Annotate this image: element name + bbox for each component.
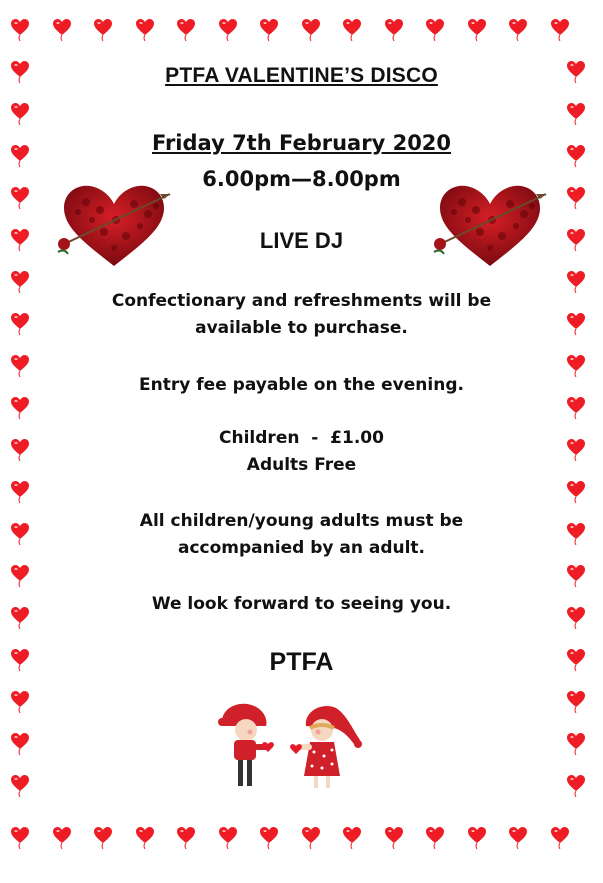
heart-balloon-icon [176, 826, 196, 850]
heart-balloon-icon [10, 480, 30, 504]
heart-balloon-icon [566, 270, 586, 294]
event-time: 6.00pm—8.00pm [202, 167, 401, 191]
heart-balloon-icon [10, 522, 30, 546]
refreshments-text [60, 288, 543, 342]
heart-balloon-icon [52, 826, 72, 850]
heart-balloon-icon [566, 228, 586, 252]
heart-balloon-icon [566, 438, 586, 462]
heart-balloon-icon [10, 826, 30, 850]
ptfa-signoff: PTFA [269, 648, 334, 676]
heart-balloon-icon [566, 186, 586, 210]
heart-balloon-icon [10, 690, 30, 714]
heart-balloon-icon [301, 18, 321, 42]
heart-balloon-icon [10, 102, 30, 126]
heart-balloon-icon [342, 826, 362, 850]
heart-balloon-icon [10, 312, 30, 336]
heart-balloon-icon [425, 826, 445, 850]
heart-balloon-icon [10, 270, 30, 294]
heart-balloon-icon [10, 774, 30, 798]
heart-balloon-icon [566, 732, 586, 756]
heart-balloon-icon [566, 606, 586, 630]
children-price: Children - £1.00 [219, 428, 384, 448]
heart-balloon-icon [425, 18, 445, 42]
heart-balloon-icon [10, 438, 30, 462]
heart-balloon-icon [10, 18, 30, 42]
heart-balloon-icon [135, 826, 155, 850]
heart-balloon-icon [467, 18, 487, 42]
heart-balloon-icon [566, 102, 586, 126]
heart-balloon-icon [566, 648, 586, 672]
heart-balloon-icon [135, 18, 155, 42]
heart-balloon-icon [566, 690, 586, 714]
rose-heart-arrow-icon [56, 180, 174, 270]
heart-balloon-icon [566, 480, 586, 504]
heart-balloon-icon [384, 18, 404, 42]
heart-balloon-icon [508, 826, 528, 850]
heart-balloon-icon [176, 18, 196, 42]
heart-balloon-icon [10, 60, 30, 84]
closing-text: We look forward to seeing you. [151, 594, 452, 614]
accompany-text [60, 508, 543, 562]
poster-title: PTFA VALENTINE’S DISCO [165, 64, 438, 87]
heart-balloon-icon [10, 354, 30, 378]
heart-balloon-icon [10, 564, 30, 588]
valentine-kids-icon [214, 700, 364, 792]
entry-fee-text: Entry fee payable on the evening. [139, 375, 464, 395]
accompany-line-1: All children/young adults must be [139, 511, 464, 531]
heart-balloon-icon [566, 312, 586, 336]
heart-balloon-icon [10, 648, 30, 672]
accompany-line-2: accompanied by an adult. [177, 538, 426, 558]
heart-balloon-icon [566, 354, 586, 378]
heart-balloon-icon [52, 18, 72, 42]
heart-balloon-icon [566, 60, 586, 84]
heart-balloon-icon [566, 396, 586, 420]
event-date: Friday 7th February 2020 [151, 131, 452, 155]
heart-balloon-icon [467, 826, 487, 850]
heart-balloon-icon [566, 564, 586, 588]
heart-balloon-icon [10, 606, 30, 630]
heart-balloon-icon [10, 228, 30, 252]
heart-balloon-icon [566, 522, 586, 546]
heart-balloon-icon [10, 144, 30, 168]
price-list [60, 425, 543, 479]
adults-price: Adults Free [246, 455, 357, 475]
heart-balloon-icon [218, 826, 238, 850]
heart-balloon-icon [10, 186, 30, 210]
heart-balloon-icon [301, 826, 321, 850]
heart-balloon-icon [259, 826, 279, 850]
heart-balloon-icon [566, 144, 586, 168]
live-dj-heading: LIVE DJ [259, 228, 344, 253]
heart-balloon-icon [342, 18, 362, 42]
heart-balloon-icon [93, 18, 113, 42]
heart-balloon-icon [566, 774, 586, 798]
rose-heart-arrow-icon [432, 180, 550, 270]
heart-balloon-icon [384, 826, 404, 850]
heart-balloon-icon [259, 18, 279, 42]
refreshments-line-2: available to purchase. [195, 318, 408, 338]
heart-balloon-icon [550, 18, 570, 42]
heart-balloon-icon [550, 826, 570, 850]
heart-balloon-icon [218, 18, 238, 42]
heart-balloon-icon [93, 826, 113, 850]
heart-balloon-icon [10, 732, 30, 756]
heart-balloon-icon [10, 396, 30, 420]
heart-balloon-icon [508, 18, 528, 42]
refreshments-line-1: Confectionary and refreshments will be [111, 291, 492, 311]
